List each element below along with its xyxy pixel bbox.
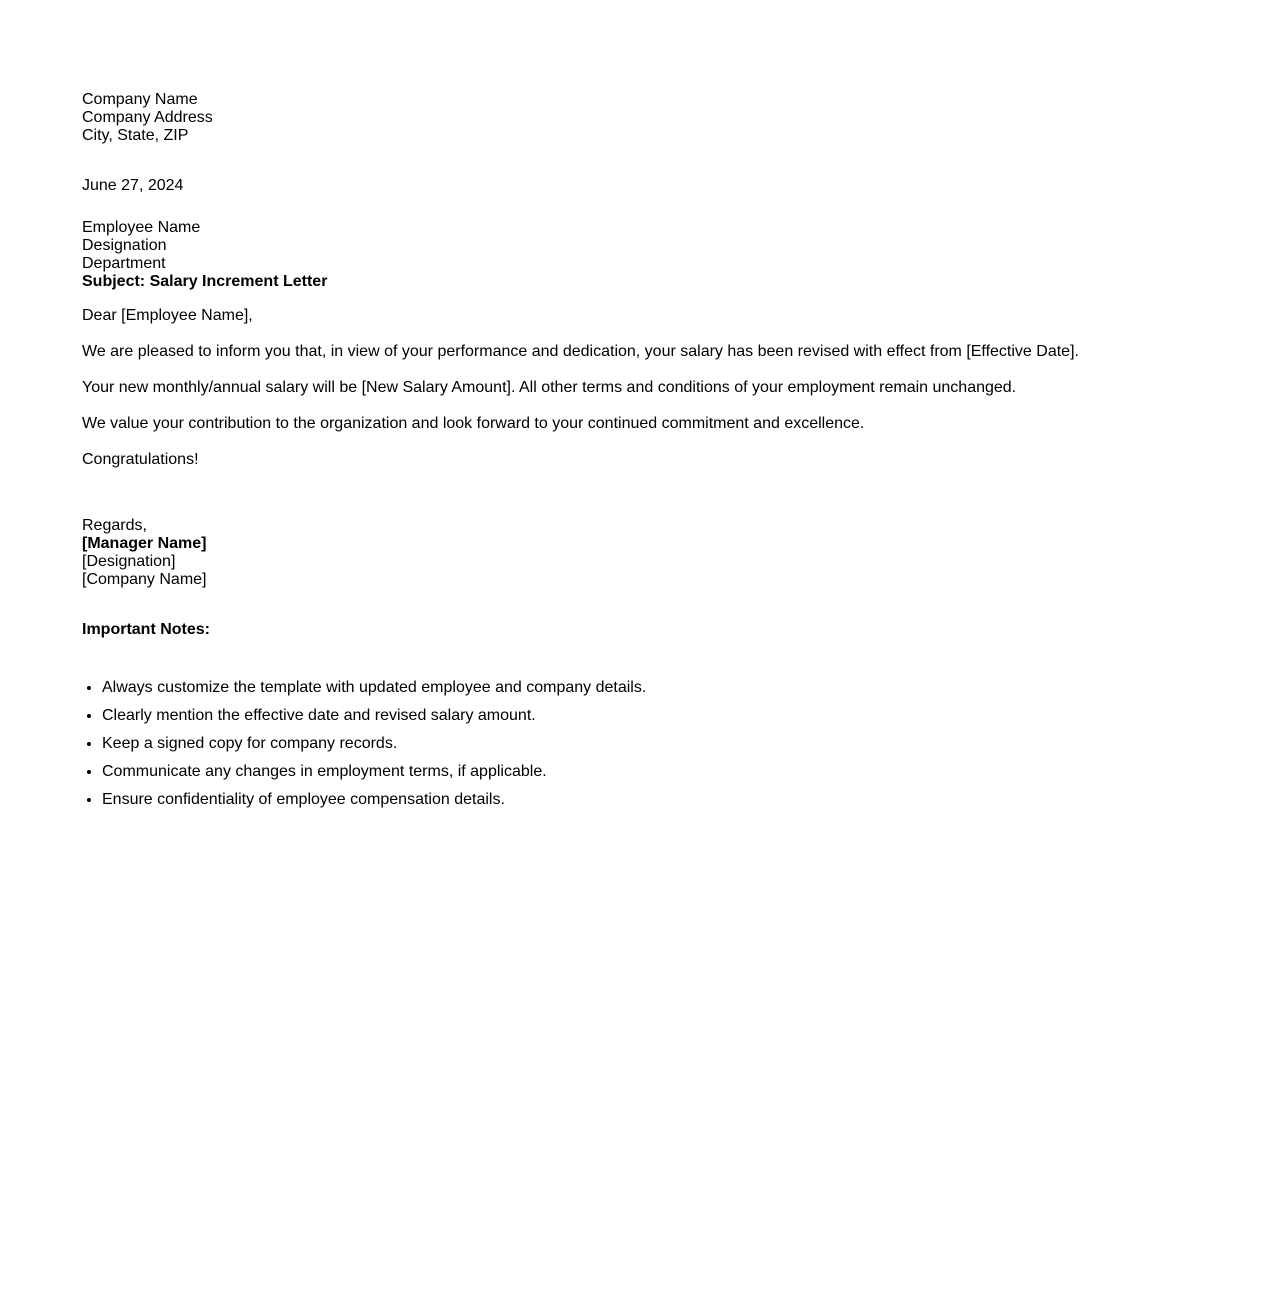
important-notes-heading: Important Notes:: [82, 621, 210, 638]
manager-designation: [Designation]: [82, 553, 176, 570]
letter-date: June 27, 2024: [82, 177, 184, 194]
recipient-name: Employee Name: [82, 219, 201, 236]
recipient-block: [82, 219, 1232, 291]
list-item: • Always customize the template with updated employee and company details.: [102, 679, 1232, 697]
closing: Regards,: [82, 517, 147, 534]
salary-increment-letter: [82, 91, 1232, 819]
manager-name: [Manager Name]: [82, 535, 207, 552]
body-paragraph-3: We value your contribution to the organization and look forward to your continued commitment and excellence.: [82, 415, 865, 432]
list-item: • Communicate any changes in employment terms, if applicable.: [102, 763, 1232, 781]
recipient-designation: Designation: [82, 237, 167, 254]
letter-date-block: [82, 177, 1232, 195]
list-item: • Ensure confidentiality of employee compensation details.: [102, 791, 1232, 809]
sender-company-name: Company Name: [82, 91, 198, 108]
important-notes-list: [82, 679, 1232, 809]
manager-company-name: [Company Name]: [82, 571, 207, 588]
salutation: Dear [Employee Name],: [82, 307, 253, 324]
body-paragraph-2: Your new monthly/annual salary will be [New Salary Amount]. All other terms and conditions of your employment remain unchanged.: [82, 379, 1017, 396]
list-item: • Clearly mention the effective date and revised salary amount.: [102, 707, 1232, 725]
sender-address-block: [82, 91, 1232, 145]
signature-block: [82, 517, 1232, 589]
sender-company-address: Company Address: [82, 109, 213, 126]
list-item: • Keep a signed copy for company records.: [102, 735, 1232, 753]
sender-city-state-zip: City, State, ZIP: [82, 127, 189, 144]
letter-subject: Subject: Salary Increment Letter: [82, 273, 328, 290]
body-paragraph-4: Congratulations!: [82, 451, 199, 468]
body-paragraph-1: We are pleased to inform you that, in view of your performance and dedication, your salary has been revised with effect from [Effective Date].: [82, 343, 1079, 360]
recipient-department: Department: [82, 255, 166, 272]
